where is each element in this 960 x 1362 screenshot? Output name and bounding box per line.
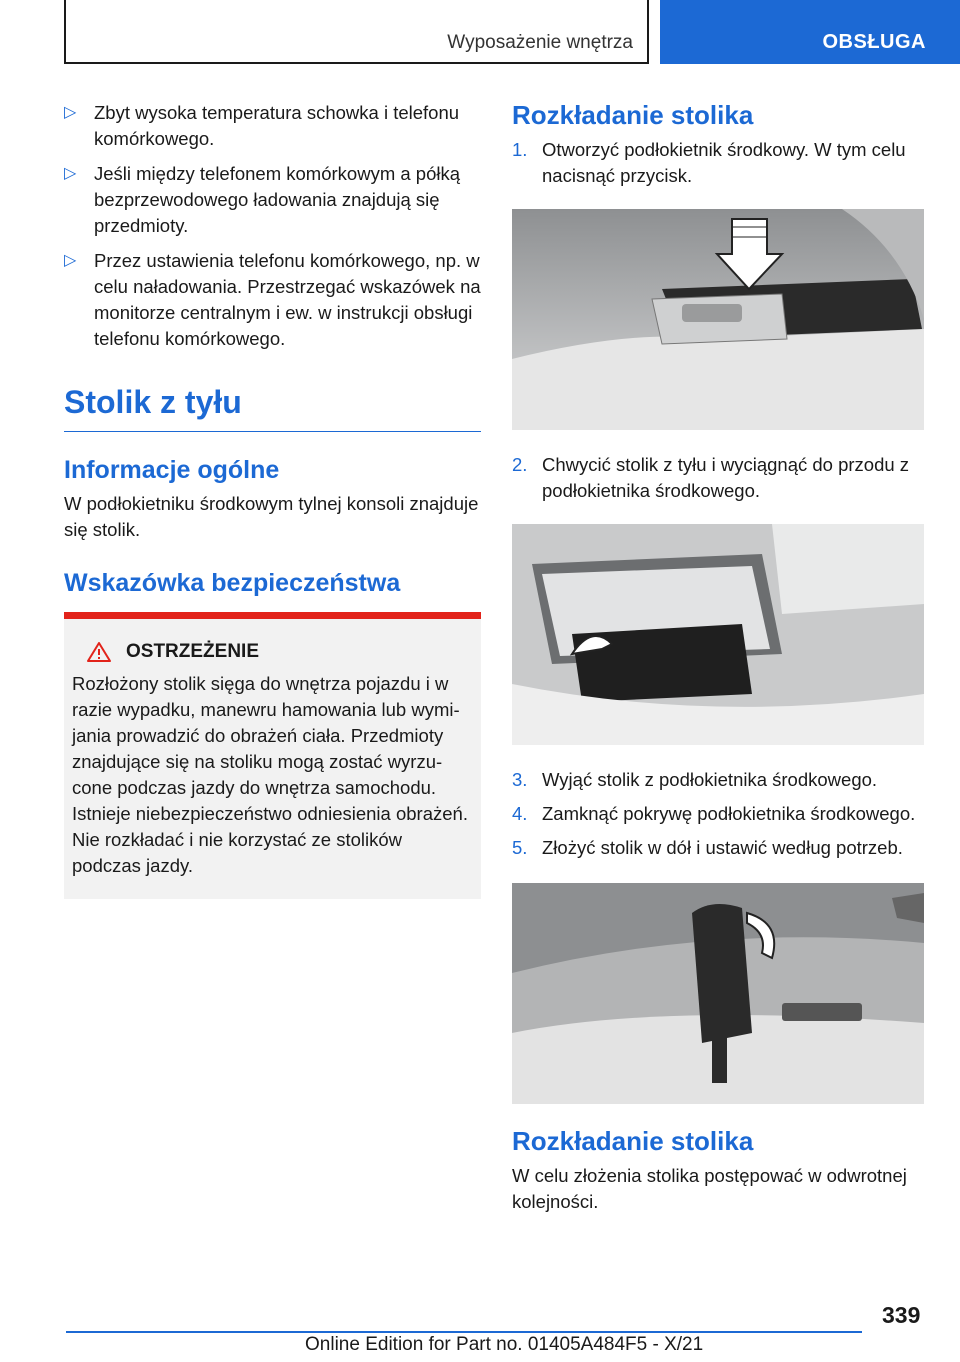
footer-divider — [66, 1331, 862, 1333]
warning-header — [72, 639, 473, 665]
list-item-text: Przez ustawienia telefonu komórkowego, np. w celu naładowania. Przestrzegać wskazówek na monitorze centralnym i ew. w instrukcji obsługi telefonu komórkowego. — [94, 250, 481, 349]
step-number: 5. — [512, 837, 528, 858]
heading-fold: Rozkładanie stolika — [512, 1126, 754, 1156]
step-item — [512, 452, 924, 504]
triangle-bullet-icon: ▷ — [64, 252, 77, 269]
header-frame — [64, 0, 649, 64]
step-number: 4. — [512, 803, 528, 824]
triangle-bullet-icon: ▷ — [64, 104, 77, 121]
right-column — [512, 100, 924, 1215]
left-column — [64, 100, 481, 899]
page-number: 339 — [882, 1302, 921, 1328]
section-title: Wyposażenie wnętrza — [447, 32, 633, 53]
list-item — [64, 161, 481, 239]
pull-table-photo — [512, 524, 924, 745]
list-item-text: Jeśli między telefonem komórkowym a półką bezprzewodowego ładowania znajdują się przedmioty. — [94, 163, 461, 236]
step-text: Wyjąć stolik z podłokietnika środkowego. — [542, 769, 878, 790]
warning-title: OSTRZEŻENIE — [126, 641, 260, 662]
step-number: 2. — [512, 454, 528, 475]
armrest-button-photo — [512, 209, 924, 430]
fold-paragraph: W celu złożenia stolika postępować w odwrotnej kolejności. — [512, 1165, 907, 1212]
heading-unfold: Rozkładanie stolika — [512, 100, 754, 130]
step-text: Zamknąć pokrywę podłokietnika środkowego. — [542, 803, 916, 824]
step-item — [512, 835, 924, 861]
step-item — [512, 801, 924, 827]
info-paragraph: W podłokietniku środkowym tylnej konsoli znajduje się stolik. — [64, 493, 479, 540]
safety-divider — [64, 612, 481, 619]
chapter-tab-label: OBSŁUGA — [822, 31, 926, 53]
folded-table-photo — [512, 883, 924, 1104]
step-item — [512, 767, 924, 793]
chapter-tab[interactable] — [660, 0, 960, 64]
step-text: Chwycić stolik z tyłu i wyciągnąć do przodu z podłokietnika środkowego. — [542, 454, 910, 501]
warning-box — [64, 619, 481, 899]
heading-general-info: Informacje ogólne — [64, 456, 280, 484]
warning-triangle-icon — [86, 641, 112, 663]
triangle-bullet-icon: ▷ — [64, 165, 77, 182]
step-text: Złożyć stolik w dół i ustawić według potrzeb. — [542, 837, 903, 858]
heading-safety: Wskazówka bezpieczeństwa — [64, 569, 401, 597]
list-item — [64, 248, 481, 352]
list-item — [64, 100, 481, 152]
step-number: 1. — [512, 139, 528, 160]
step-number: 3. — [512, 769, 528, 790]
heading-rear-table: Stolik z tyłu — [64, 384, 481, 432]
list-item-text: Zbyt wysoka temperatura schowka i telefonu komórkowego. — [94, 102, 460, 149]
edition-note: Online Edition for Part no. 01405A484F5 - X/21 — [305, 1334, 704, 1355]
step-text: Otworzyć podłokietnik środkowy. W tym celu nacisnąć przycisk. — [542, 139, 906, 186]
warning-text: Rozłożony stolik sięga do wnętrza pojazdu i w razie wypadku, manewru hamowania lub wymijania prowadzić do obrażeń ciała. Przedmioty znajdujące się na stoliku mogą zostać wyrzucone podczas jazdy do wnętrza samochodu. Istnieje niebezpieczeństwo odniesienia obrażeń. Nie rozkładać i nie korzystać ze stolików podczas jazdy. — [72, 673, 468, 876]
step-item — [512, 137, 924, 189]
